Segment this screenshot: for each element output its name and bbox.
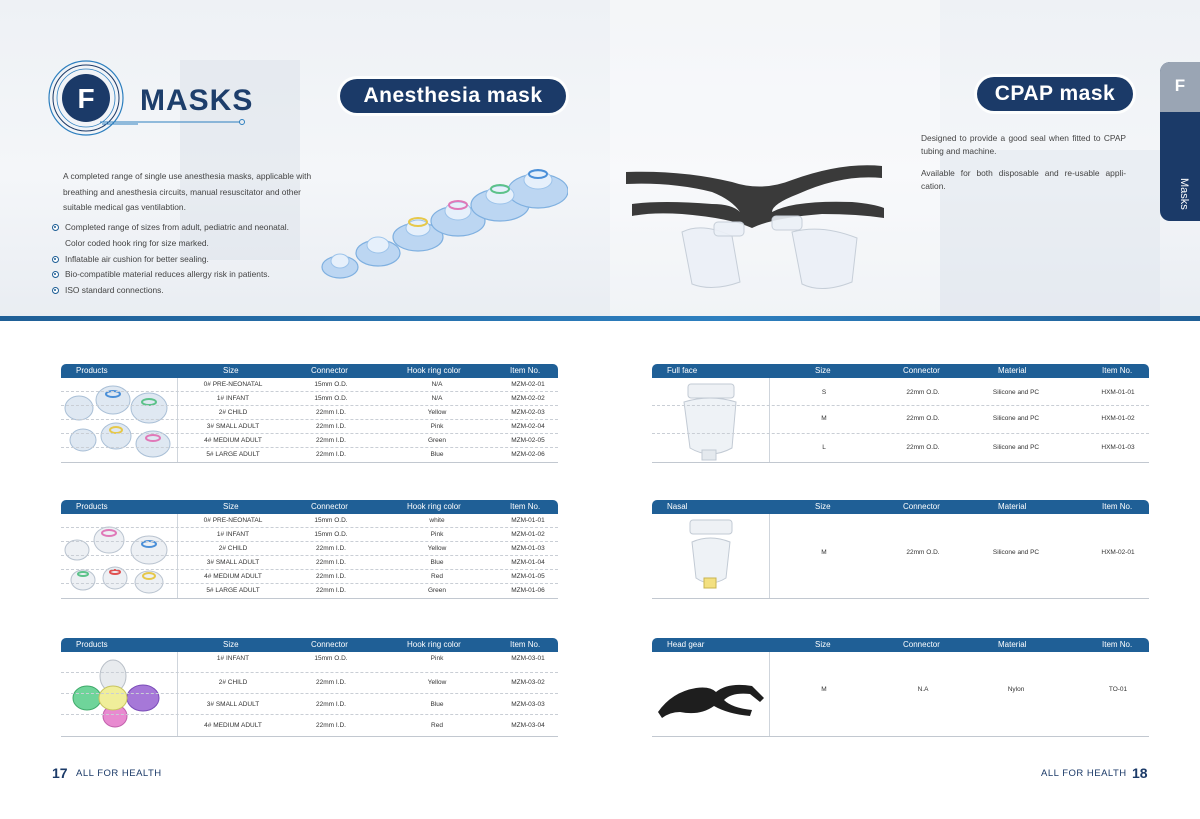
table-row: 4# MEDIUM ADULT 22mm I.D. Green MZM-02-05 (61, 434, 558, 448)
table-header: Products Size Connector Hook ring color Item No. (61, 638, 558, 652)
table-row: 4# MEDIUM ADULT 22mm I.D. Red MZM-03-04 (204, 722, 545, 729)
page-title: MASKS (140, 84, 254, 117)
table-header: Full face Size Connector Material Item No. (652, 364, 1149, 378)
table-bottom-rule (61, 462, 558, 463)
table-row: 0# PRE-NEONATAL 15mm O.D. N/A MZM-02-01 (61, 378, 558, 392)
feature-item: Bio-compatible material reduces allergy risk in patients. (52, 267, 322, 283)
hero-banner (0, 0, 1200, 318)
page-number-right: 18 (1132, 765, 1148, 781)
product-table-anesthesia-1 (61, 364, 558, 464)
cpap-para-2: Available for both disposable and re-usable appli-cation. (921, 168, 1126, 191)
table-row: S 22mm O.D. Silicone and PC HXM-01-01 (652, 378, 1149, 406)
table-row: M 22mm O.D. Silicone and PC HXM-02-01 (821, 549, 1135, 556)
table-row: 3# SMALL ADULT 22mm I.D. Blue MZM-03-03 (61, 694, 558, 715)
table-row: 0# PRE-NEONATAL 15mm O.D. white MZM-01-01 (61, 514, 558, 528)
feature-item: Color coded hook ring for size marked. (65, 237, 209, 248)
table-row: 4# MEDIUM ADULT 22mm I.D. Red MZM-01-05 (61, 570, 558, 584)
footer-tagline-left: ALL FOR HEALTH (76, 768, 162, 779)
page-number-left: 17 (52, 765, 68, 781)
table-header: Nasal Size Connector Material Item No. (652, 500, 1149, 514)
bullet-icon (52, 256, 59, 263)
table-row: 5# LARGE ADULT 22mm I.D. Green MZM-01-06 (206, 587, 545, 594)
product-table-nasal (652, 500, 1149, 600)
anesthesia-heading: Anesthesia mask (340, 79, 566, 113)
cpap-description (921, 132, 1126, 202)
section-side-tab (1160, 62, 1200, 221)
bullet-icon (52, 271, 59, 278)
footer-tagline-right: ALL FOR HEALTH (1041, 768, 1127, 779)
table-row: M 22mm O.D. Silicone and PC HXM-01-02 (652, 406, 1149, 434)
product-table-full-face (652, 364, 1149, 464)
table-bottom-rule (652, 736, 1149, 737)
cpap-heading: CPAP mask (977, 77, 1133, 111)
table-row: 1# INFANT 15mm O.D. Pink MZM-01-02 (61, 528, 558, 542)
table-row: 1# INFANT 15mm O.D. N/A MZM-02-02 (61, 392, 558, 406)
bullet-icon (52, 287, 59, 294)
feature-item: ISO standard connections. (52, 283, 322, 299)
table-bottom-rule (652, 462, 1149, 463)
table-bottom-rule (61, 598, 558, 599)
table-header: Head gear Size Connector Material Item No. (652, 638, 1149, 652)
table-row: M N.A Nylon TO-01 (821, 686, 1128, 693)
table-header: Products Size Connector Hook ring color Item No. (61, 500, 558, 514)
side-tab-label: Masks (1178, 178, 1190, 210)
cpap-mask-image (622, 152, 887, 297)
feature-list (52, 220, 322, 299)
cpap-para-1: Designed to provide a good seal when fitted to CPAP tubing and machine. (921, 133, 1126, 156)
side-tab-letter: F (1174, 76, 1186, 95)
feature-item: Completed range of sizes from adult, pediatric and neonatal. (52, 220, 322, 236)
table-row: 2# CHILD 22mm I.D. Yellow MZM-01-03 (61, 542, 558, 556)
product-table-anesthesia-3 (61, 638, 558, 738)
table-row: 2# CHILD 22mm I.D. Yellow MZM-02-03 (61, 406, 558, 420)
bullet-icon (52, 224, 59, 231)
table-bottom-rule (61, 736, 558, 737)
table-header: Products Size Connector Hook ring color Item No. (61, 364, 558, 378)
anesthesia-intro: A completed range of single use anesthesia masks, applicable with breathing and anesthesia circuits, manual resuscitator and other suitable medical gas ventilabtion. (63, 171, 312, 212)
product-table-head-gear (652, 638, 1149, 738)
hero-divider (0, 316, 1200, 321)
section-letter: F (77, 83, 95, 114)
table-row: 3# SMALL ADULT 22mm I.D. Blue MZM-01-04 (61, 556, 558, 570)
table-row: 1# INFANT 15mm O.D. Pink MZM-03-01 (61, 652, 558, 673)
feature-item: Inflatable air cushion for better sealing. (52, 252, 322, 268)
table-row: L 22mm O.D. Silicone and PC HXM-01-03 (822, 444, 1135, 451)
product-table-anesthesia-2 (61, 500, 558, 600)
table-row: 3# SMALL ADULT 22mm I.D. Pink MZM-02-04 (61, 420, 558, 434)
table-bottom-rule (652, 598, 1149, 599)
table-row: 2# CHILD 22mm I.D. Yellow MZM-03-02 (61, 673, 558, 694)
anesthesia-masks-image (318, 165, 568, 285)
table-row: 5# LARGE ADULT 22mm I.D. Blue MZM-02-06 (206, 451, 545, 458)
